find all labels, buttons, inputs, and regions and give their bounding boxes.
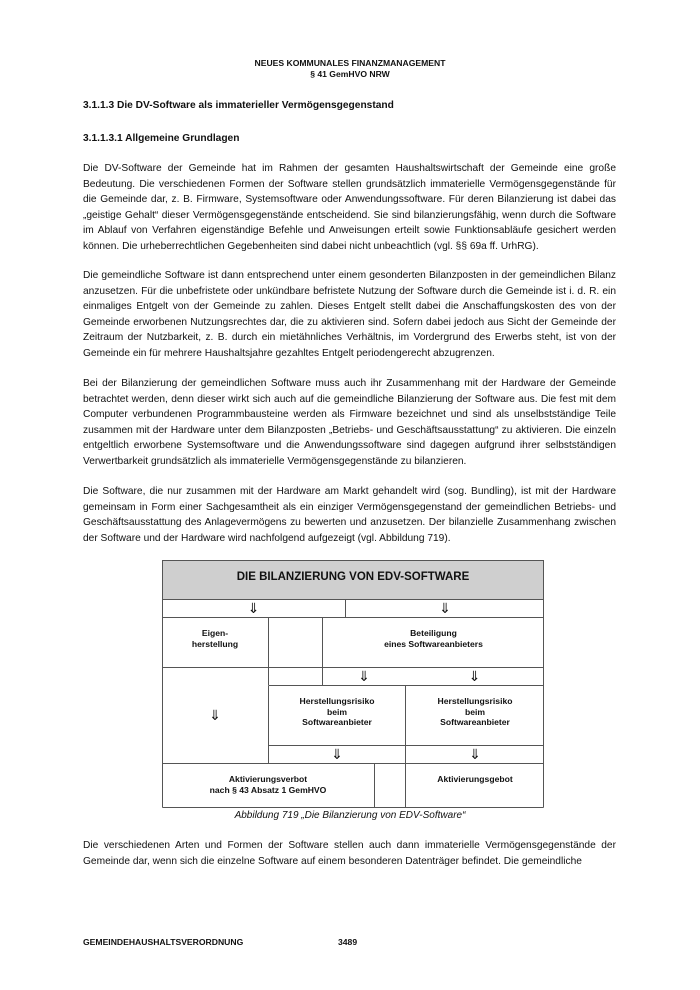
diagram-grid bbox=[162, 560, 544, 808]
page-header bbox=[0, 58, 700, 80]
paragraph-3: Bei der Bilanzierung der gemeindlichen Software muss auch ihr Zusammenhang mit der Hardware der Gemeinde betrachtet werden, denn dieser wirkt sich auch auf die gemeindliche Bilanzierung der Software aus. Die fest mit dem Computer verbundenen Programmbausteine werden als Firmware bezeichnet und sind als unselbstständige Teile zusammen mit der Hardware unter dem Bilanzposten „Betriebs- und Geschäftsausstattung“ zu aktivieren. Die einzeln entgeltlich erworbene Systemsoftware und die Anwendungssoftware sind dagegen aufgrund ihrer selbstständigen Verwertbarkeit grundsätzlich als immaterielle Vermögensgegenstände zu bilanzieren. bbox=[83, 378, 616, 467]
paragraph-5: Die verschiedenen Arten und Formen der Software stellen auch dann immaterielle Vermögensgegenstände der Gemeinde dar, wenn sich die einzelne Software auf einem besonderen Datenträger befindet. Die gemeindliche bbox=[83, 840, 616, 867]
down-arrow-icon: ⇓ bbox=[358, 668, 370, 684]
software-accounting-diagram bbox=[162, 560, 544, 808]
paragraph-1: Die DV-Software der Gemeinde hat im Rahmen der gesamten Haushaltswirtschaft der Gemeinde eine große Bedeutung. Die verschiedenen Formen der Software stellen grundsätzlich immaterielle Vermögensgegenstände für die Gemeinde dar, z. B. Firmware, Systemsoftware oder Anwendungssoftware. Für deren Bilanzierung ist dabei das „geistige Gehalt“ dieser Vermögensgegenstände entscheidend. Sie sind bilanzierungsfähig, wenn durch die Software im Ablauf von Verfahren eigenständige Befehle und Anweisungen erteilt sowie Funktionsabläufe gesichert werden können. Die urheberrechtlichen Gegebenheiten sind dabei nicht unbeachtlich (vgl. §§ 69a ff. UrhRG). bbox=[83, 163, 616, 252]
paragraph-2: Die gemeindliche Software ist dann entsprechend unter einem gesonderten Bilanzposten in der gemeindlichen Bilanz anzusetzen. Für die unbefristete oder unkündbare befristete Nutzung der Software durch die Gemeinde ist i. d. R. ein einmaliges Entgelt von der Gemeinde zu zahlen. Dieses Entgelt stellt dabei die Anschaffungskosten des von der Gemeinde erworbenen Nutzungsrechtes dar, die zu aktivieren sind. Sofern dabei jedoch aus Sicht der Gemeinde der Zeitraum der Nutzbarkeit, z. B. durch ein mietähnliches Verhältnis, im Vordergrund des Erwerbs steht, ist von der Gemeinde ein für mehrere Haushaltsjahre gezahltes Entgelt periodengerecht abzugrenzen. bbox=[83, 270, 616, 359]
page-number: 3489 bbox=[338, 937, 358, 947]
risk-right-box: Herstellungsrisiko beim Softwareanbieter bbox=[437, 696, 513, 727]
figure-caption: Abbildung 719 „Die Bilanzierung von EDV-Software“ bbox=[234, 810, 466, 821]
footer-title: GEMEINDEHAUSHALTSVERORDNUNG bbox=[83, 937, 244, 947]
header-title: NEUES KOMMUNALES FINANZMANAGEMENT bbox=[254, 58, 446, 68]
down-arrow-icon: ⇓ bbox=[468, 668, 481, 684]
down-arrow-icon: ⇓ bbox=[209, 707, 221, 723]
down-arrow-icon: ⇓ bbox=[247, 600, 260, 616]
down-arrow-icon: ⇓ bbox=[469, 746, 481, 762]
eigenherstellung-box: Eigen- herstellung bbox=[191, 628, 239, 649]
down-arrow-icon: ⇓ bbox=[439, 600, 451, 616]
subsection-heading: 3.1.1.3.1 Allgemeine Grundlagen bbox=[83, 133, 240, 144]
aktivierungsgebot-box: Aktivierungsgebot bbox=[437, 774, 513, 784]
aktivierungsverbot-box: Aktivierungsverbot nach § 43 Absatz 1 GemHVO bbox=[209, 774, 327, 795]
paragraph-4: Die Software, die nur zusammen mit der Hardware am Markt gehandelt wird (sog. Bundling), ist mit der Hardware gemeinsam in Form einer Sachgesamtheit als ein einziger Vermögensgegenstand der gemeindlichen Betriebs- und Geschäftsausstattung des Anlagevermögens zu bewerten und anzusetzen. Der bilanzielle Zusammenhang zwischen der Software und der Hardware wird nachfolgend aufgezeigt (vgl. Abbildung 719). bbox=[83, 486, 616, 544]
down-arrow-icon: ⇓ bbox=[331, 746, 343, 762]
section-heading: 3.1.1.3 Die DV-Software als immaterieller Vermögensgegenstand bbox=[83, 100, 394, 111]
diagram-title: DIE BILANZIERUNG VON EDV-SOFTWARE bbox=[236, 571, 470, 583]
beteiligung-box: Beteiligung eines Softwareanbieters bbox=[384, 628, 483, 649]
header-subtitle: § 41 GemHVO NRW bbox=[310, 69, 390, 79]
risk-left-box: Herstellungsrisiko beim Softwareanbieter bbox=[299, 696, 375, 727]
